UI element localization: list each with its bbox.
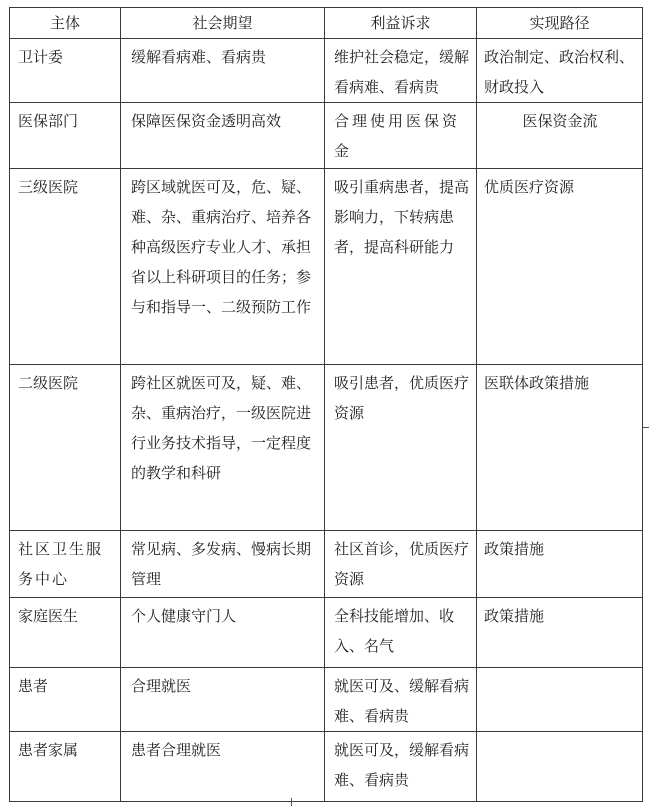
path-cell	[477, 668, 643, 732]
header-implementation-path: 实现路径	[477, 8, 643, 39]
expectation-cell: 常见病、多发病、慢病长期管理	[121, 531, 325, 598]
header-entity: 主体	[10, 8, 121, 39]
table-row	[10, 39, 643, 103]
expectation-cell: 个人健康守门人	[121, 598, 325, 668]
table-row	[10, 598, 643, 668]
entity-cell: 患者	[10, 668, 121, 732]
interest-cell: 就医可及、缓解看病难、看病贵	[325, 668, 477, 732]
header-social-expectation: 社会期望	[121, 8, 325, 39]
interest-cell: 合理使用医保资金	[325, 103, 477, 169]
path-cell: 政策措施	[477, 598, 643, 668]
header-interest-demand: 利益诉求	[325, 8, 477, 39]
interest-cell: 就医可及，缓解看病难、看病贵	[325, 732, 477, 802]
entity-cell: 医保部门	[10, 103, 121, 169]
expectation-cell: 合理就医	[121, 668, 325, 732]
header-row	[10, 8, 643, 39]
entity-cell: 二级医院	[10, 365, 121, 531]
entity-cell: 社区卫生服务中心	[10, 531, 121, 598]
table-row	[10, 103, 643, 169]
path-cell: 优质医疗资源	[477, 169, 643, 365]
entity-cell: 卫计委	[10, 39, 121, 103]
table-row	[10, 668, 643, 732]
expectation-cell: 保障医保资金透明高效	[121, 103, 325, 169]
table-row	[10, 169, 643, 365]
stakeholder-table	[9, 7, 643, 802]
interest-cell: 维护社会稳定，缓解看病难、看病贵	[325, 39, 477, 103]
expectation-cell: 跨区域就医可及，危、疑、难、杂、重病治疗、培养各种高级医疗专业人才、承担省以上科研项目的任务；参与和指导一、二级预防工作	[121, 169, 325, 365]
page-edge-tick	[643, 427, 649, 428]
expectation-cell: 缓解看病难、看病贵	[121, 39, 325, 103]
entity-cell: 患者家属	[10, 732, 121, 802]
table-row	[10, 732, 643, 802]
page-edge-tick	[291, 798, 292, 806]
interest-cell: 全科技能增加、收入、名气	[325, 598, 477, 668]
path-cell: 医保资金流	[477, 103, 643, 169]
entity-cell: 家庭医生	[10, 598, 121, 668]
path-cell: 医联体政策措施	[477, 365, 643, 531]
table-row	[10, 531, 643, 598]
path-cell: 政策措施	[477, 531, 643, 598]
interest-cell: 吸引患者，优质医疗资源	[325, 365, 477, 531]
entity-cell: 三级医院	[10, 169, 121, 365]
expectation-cell: 跨社区就医可及，疑、难、杂、重病治疗，一级医院进行业务技术指导，一定程度的教学和科研	[121, 365, 325, 531]
path-cell: 政治制定、政治权利、财政投入	[477, 39, 643, 103]
path-cell	[477, 732, 643, 802]
table-row	[10, 365, 643, 531]
expectation-cell: 患者合理就医	[121, 732, 325, 802]
interest-cell: 吸引重病患者，提高影响力，下转病患者，提高科研能力	[325, 169, 477, 365]
interest-cell: 社区首诊，优质医疗资源	[325, 531, 477, 598]
